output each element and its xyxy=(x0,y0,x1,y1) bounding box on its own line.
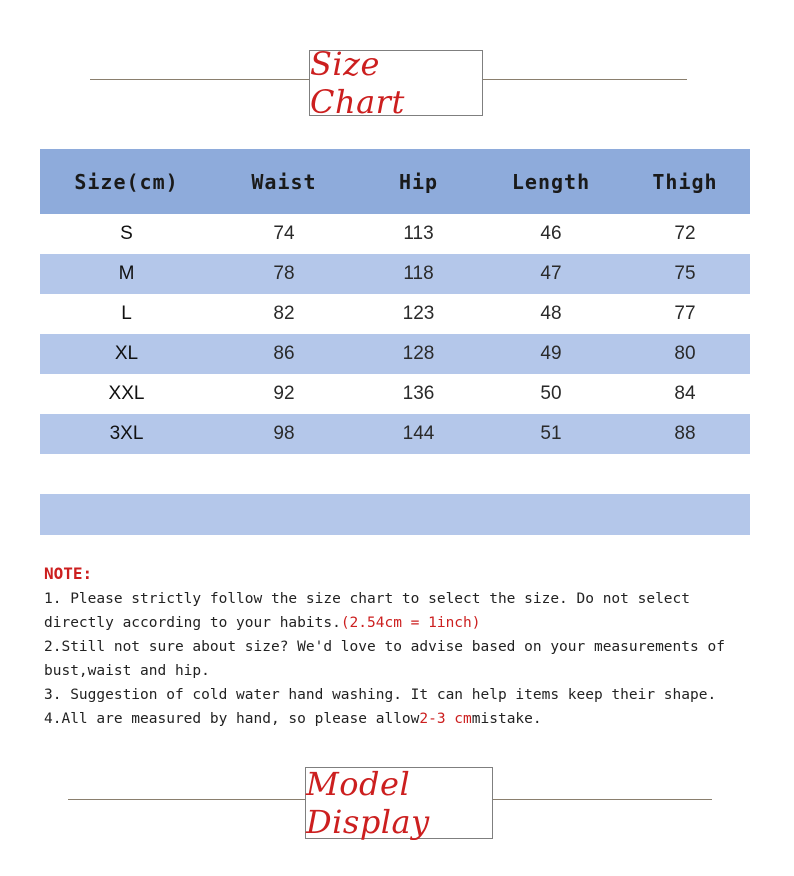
table-row xyxy=(40,294,750,334)
length-cell: 51 xyxy=(540,423,562,444)
length-cell: 48 xyxy=(540,303,562,324)
thigh-cell: 72 xyxy=(674,223,696,244)
table-header-row xyxy=(40,149,750,214)
size-cell: M xyxy=(118,263,135,284)
size-cell: 3XL xyxy=(109,423,144,444)
column-header-thigh: Thigh xyxy=(652,169,718,194)
note-line-1 xyxy=(44,587,764,635)
waist-cell: 86 xyxy=(273,343,295,364)
thigh-cell: 84 xyxy=(674,383,696,404)
note-line-4 xyxy=(44,707,764,731)
model-divider-right xyxy=(493,799,712,800)
table-row xyxy=(40,374,750,414)
waist-cell: 78 xyxy=(273,263,295,284)
size-table xyxy=(40,149,750,454)
column-header-waist: Waist xyxy=(251,169,317,194)
thigh-cell: 77 xyxy=(674,303,696,324)
length-cell: 50 xyxy=(540,383,562,404)
waist-cell: 92 xyxy=(273,383,295,404)
table-row xyxy=(40,214,750,254)
thigh-cell: 88 xyxy=(674,423,696,444)
column-header-length: Length xyxy=(511,169,591,194)
note-line-2: 2.Still not sure about size? We'd love to advise based on your measurements of bust,waist and hip. xyxy=(44,639,725,679)
note-title: NOTE: xyxy=(44,564,93,583)
waist-cell: 82 xyxy=(273,303,295,324)
notes-section xyxy=(44,562,764,731)
table-spacer-bar xyxy=(40,494,750,535)
note-line-4-end: mistake. xyxy=(471,711,542,727)
title-divider-left xyxy=(90,79,310,80)
model-divider-left xyxy=(68,799,306,800)
hip-cell: 136 xyxy=(402,383,435,404)
size-cell: XXL xyxy=(108,383,145,404)
hip-cell: 144 xyxy=(402,423,435,444)
waist-cell: 74 xyxy=(273,223,295,244)
model-display-title: Model Display xyxy=(306,765,430,841)
size-cell: XL xyxy=(114,343,139,364)
size-cell: L xyxy=(121,303,132,324)
thigh-cell: 75 xyxy=(674,263,696,284)
hip-cell: 128 xyxy=(402,343,435,364)
column-header-size: Size(cm) xyxy=(74,169,179,194)
note-conversion: (2.54cm = 1inch) xyxy=(340,615,481,631)
length-cell: 47 xyxy=(540,263,562,284)
length-cell: 49 xyxy=(540,343,562,364)
waist-cell: 98 xyxy=(273,423,295,444)
note-line-1-text: 1. Please strictly follow the size chart to select the size. Do not select directly according to your habits. xyxy=(44,591,691,631)
model-display-title-frame xyxy=(305,767,493,839)
column-header-hip: Hip xyxy=(398,169,439,194)
table-row xyxy=(40,254,750,294)
note-tolerance: 2-3 cm xyxy=(419,711,472,727)
length-cell: 46 xyxy=(540,223,562,244)
size-cell: S xyxy=(120,223,133,244)
title-divider-right xyxy=(483,79,687,80)
table-row xyxy=(40,334,750,374)
hip-cell: 113 xyxy=(403,223,434,244)
size-chart-title-frame xyxy=(309,45,483,121)
note-line-3: 3. Suggestion of cold water hand washing. It can help items keep their shape. xyxy=(44,687,717,703)
table-row xyxy=(40,414,750,454)
size-chart-title: Size Chart xyxy=(310,45,405,121)
hip-cell: 123 xyxy=(402,303,435,324)
note-line-4-text: 4.All are measured by hand, so please allow xyxy=(44,711,420,727)
thigh-cell: 80 xyxy=(674,343,696,364)
hip-cell: 118 xyxy=(403,263,434,284)
